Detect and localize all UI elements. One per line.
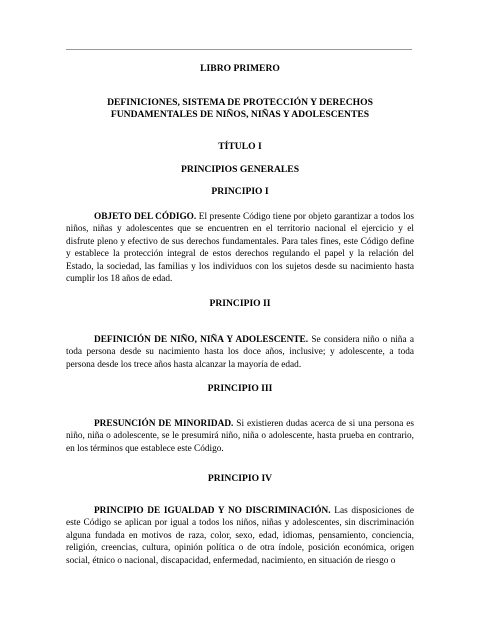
principle-4-heading: PRINCIPIO IV bbox=[207, 473, 273, 484]
principle-4-text: Las disposiciones de este Código se aplican por igual a todos los niños, niñas y adolescentes, sin discriminación alguna fundada en motivos de raza, color, sexo, edad, idiomas, pensamiento, conciencia, religión, creencias, cultura, opinión política o de otra índole, posición económica, origen social, étnico o nacional, discapacidad, enfermedad, nacimiento, en situación de riesgo o bbox=[66, 506, 414, 566]
title-name: PRINCIPIOS GENERALES bbox=[180, 164, 300, 175]
principle-2-lead: DEFINICIÓN DE NIÑO, NIÑA Y ADOLESCENTE. bbox=[94, 335, 309, 345]
principle-3-heading: PRINCIPIO III bbox=[207, 383, 273, 394]
principle-1-lead: OBJETO DEL CÓDIGO. bbox=[94, 212, 197, 222]
principle-2-text: Se considera niño o niña a toda persona desde su nacimiento hasta los doce años, inclusive; y adolescente, a toda persona desde los trece años hasta alcanzar la mayoría de edad. bbox=[66, 335, 414, 370]
principle-4-paragraph bbox=[66, 505, 414, 567]
principle-4-lead: PRINCIPIO DE IGUALDAD Y NO DISCRIMINACIÓN. bbox=[94, 506, 331, 516]
principle-1-paragraph bbox=[66, 211, 414, 285]
principle-1-text: El presente Código tiene por objeto garantizar a todos los niños, niñas y adolescentes que se encuentren en el territorio nacional el ejercicio y el disfrute pleno y efectivo de sus derechos fundamentales. Para tales fines, este Código define y establece la protección integral de estos derechos regulando el papel y la relación del Estado, la sociedad, las familias y los individuos con los sujetos desde su nacimiento hasta cumplir los 18 años de edad. bbox=[66, 212, 414, 285]
principle-1-heading: PRINCIPIO I bbox=[211, 186, 269, 197]
title-label: TÍTULO I bbox=[218, 141, 262, 152]
principle-3-lead: PRESUNCIÓN DE MINORIDAD. bbox=[94, 419, 234, 429]
principle-2-heading: PRINCIPIO II bbox=[209, 298, 271, 309]
principle-3-paragraph bbox=[66, 418, 414, 455]
book-title: LIBRO PRIMERO bbox=[200, 63, 280, 74]
book-subtitle-line-2: FUNDAMENTALES DE NIÑOS, NIÑAS Y ADOLESCENTES bbox=[110, 109, 370, 120]
principle-3-text: Si existieren dudas acerca de si una persona es niño, niña o adolescente, se le presumirá niño, niña o adolescente, hasta prueba en contrario, en los términos que establece este Código. bbox=[66, 419, 414, 454]
principle-2-paragraph bbox=[66, 334, 414, 371]
book-subtitle-line-1: DEFINICIONES, SISTEMA DE PROTECCIÓN Y DERECHOS bbox=[107, 97, 373, 108]
header-rule bbox=[66, 49, 412, 50]
